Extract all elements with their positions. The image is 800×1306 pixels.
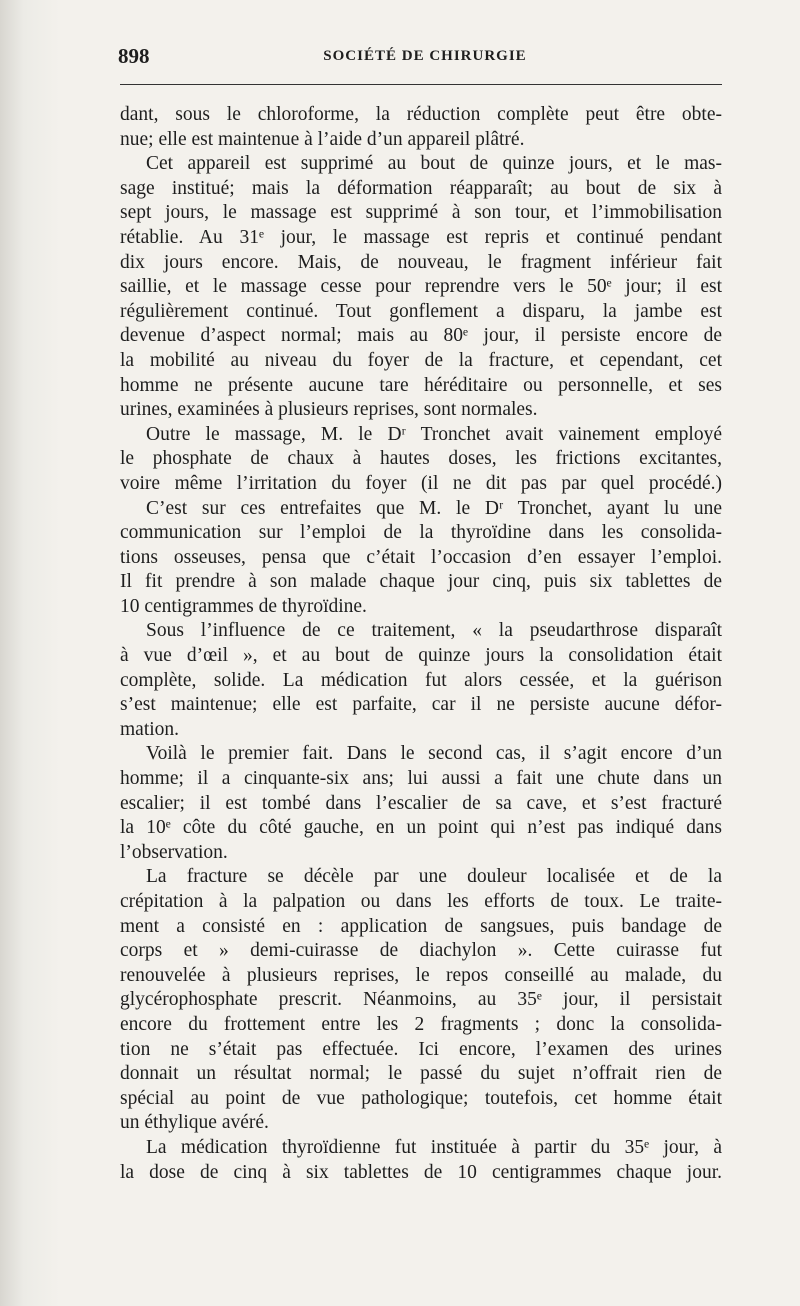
text-line: la 10ᵉ côte du côté gauche, en un point qui n’est pas indiqué dans (120, 817, 722, 839)
text-line: tion ne s’était pas effectuée. Ici encore, l’examen des urines (120, 1038, 722, 1060)
text-line: à vue d’œil », et au bout de quinze jours la consolidation était (120, 645, 722, 667)
text-line: La fracture se décèle par une douleur localisée et de la (146, 866, 722, 888)
text-line: dix jours encore. Mais, de nouveau, le fragment inférieur fait (120, 251, 722, 273)
text-line: Outre le massage, M. le Dʳ Tronchet avait vainement employé (146, 423, 722, 445)
text-line: dant, sous le chloroforme, la réduction complète peut être obte- (120, 104, 722, 125)
text-line: un éthylique avéré. (120, 1112, 269, 1134)
text-line: la mobilité au niveau du foyer de la fracture, et cependant, cet (120, 349, 722, 371)
page-number: 898 (118, 44, 150, 68)
text-line: encore du frottement entre les 2 fragments ; donc la consolida- (120, 1013, 722, 1035)
text-line: rétablie. Au 31ᵉ jour, le massage est repris et continué pendant (120, 226, 722, 248)
text-line: l’observation. (120, 841, 228, 863)
text-line: Il fit prendre à son malade chaque jour cinq, puis six tablettes de (120, 571, 722, 593)
text-line: la dose de cinq à six tablettes de 10 centigrammes chaque jour. (120, 1161, 722, 1183)
running-title: SOCIÉTÉ DE CHIRURGIE (323, 48, 527, 64)
text-line: urines, examinées à plusieurs reprises, sont normales. (120, 399, 538, 421)
text-line: voire même l’irritation du foyer (il ne dit pas par quel procédé.) (120, 472, 722, 494)
text-line: tions osseuses, pensa que c’était l’occasion d’en essayer l’emploi. (120, 546, 722, 568)
text-line: régulièrement continué. Tout gonflement a disparu, la jambe est (120, 300, 722, 322)
text-line: homme ne présente aucune tare héréditaire ou personnelle, et ses (120, 374, 722, 396)
text-line: nue; elle est maintenue à l’aide d’un appareil plâtré. (120, 128, 525, 150)
text-line: La médication thyroïdienne fut instituée à partir du 35ᵉ jour, à (146, 1136, 722, 1158)
text-line: s’est maintenue; elle est parfaite, car il ne persiste aucune défor- (120, 694, 722, 716)
text-line: homme; il a cinquante-six ans; lui aussi a fait une chute dans un (120, 768, 722, 790)
text-line: devenue d’aspect normal; mais au 80ᵉ jour, il persiste encore de (120, 325, 722, 347)
text-line: corps et » demi-cuirasse de diachylon ». Cette cuirasse fut (120, 940, 722, 962)
text-line: sage institué; mais la déformation réapparaît; au bout de six à (120, 177, 722, 199)
text-line: communication sur l’emploi de la thyroïdine dans les consolida- (120, 522, 722, 544)
text-line: crépitation à la palpation ou dans les efforts de toux. Le traite- (120, 891, 722, 912)
scan-edge-shading (0, 0, 60, 1306)
text-line: glycérophosphate prescrit. Néanmoins, au 35ᵉ jour, il persistait (120, 989, 722, 1011)
text-line: renouvelée à plusieurs reprises, le repos conseillé au malade, du (120, 964, 722, 986)
text-line: spécial au point de vue pathologique; toutefois, cet homme était (120, 1087, 722, 1109)
text-line: donnait un résultat normal; le passé du sujet n’offrait rien de (120, 1063, 722, 1085)
text-line: sept jours, le massage est supprimé à son tour, et l’immobilisation (120, 202, 722, 224)
body-text (120, 103, 722, 1185)
text-line: complète, solide. La médication fut alors cessée, et la guérison (120, 669, 722, 691)
text-line: Voilà le premier fait. Dans le second cas, il s’agit encore d’un (146, 743, 722, 765)
text-line: Cet appareil est supprimé au bout de quinze jours, et le mas- (146, 153, 722, 175)
text-line: C’est sur ces entrefaites que M. le Dʳ Tronchet, ayant lu une (146, 497, 722, 519)
text-line: escalier; il est tombé dans l’escalier de sa cave, et s’est fracturé (120, 792, 722, 814)
text-line: le phosphate de chaux à hautes doses, les frictions excitantes, (120, 448, 722, 470)
header-rule (120, 84, 722, 85)
text-line: ment a consisté en : application de sangsues, puis bandage de (120, 915, 722, 937)
text-line: Sous l’influence de ce traitement, « la pseudarthrose disparaît (146, 620, 722, 642)
text-line: saillie, et le massage cesse pour reprendre vers le 50ᵉ jour; il est (120, 276, 722, 298)
text-line: mation. (120, 718, 180, 740)
text-line: 10 centigrammes de thyroïdine. (120, 595, 367, 617)
